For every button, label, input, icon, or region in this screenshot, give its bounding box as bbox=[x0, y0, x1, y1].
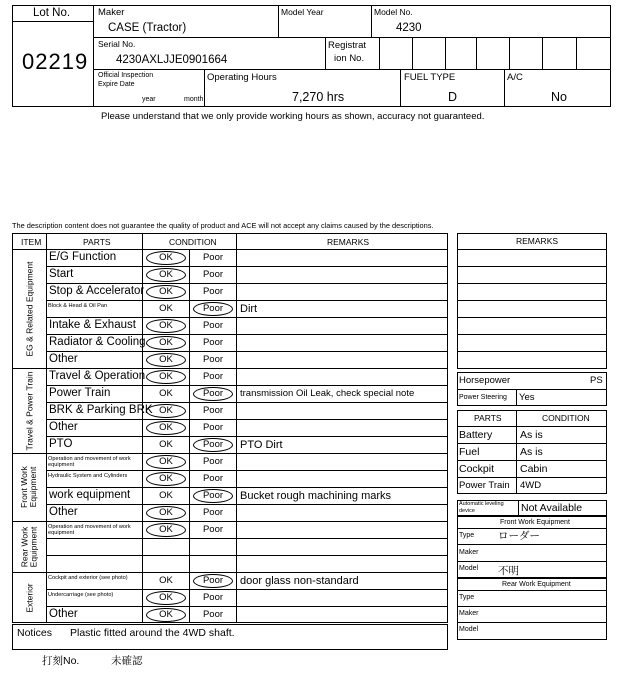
item-group-label: Rear Work Equipment bbox=[19, 526, 38, 567]
remark-text: PTO Dirt bbox=[240, 439, 283, 451]
condition-poor[interactable]: Poor bbox=[202, 388, 224, 399]
divider bbox=[46, 487, 448, 488]
item-header: ITEM bbox=[21, 237, 42, 247]
divider bbox=[46, 351, 448, 352]
condition-poor[interactable]: Poor bbox=[202, 405, 224, 416]
part-label: Undercarriage (see photo) bbox=[48, 592, 114, 598]
ok-circle-mark bbox=[146, 608, 186, 622]
power-train-label: Power Train bbox=[459, 480, 510, 491]
divider bbox=[278, 5, 279, 37]
horsepower-value: PS bbox=[590, 375, 603, 386]
part-label: Travel & Operation bbox=[49, 370, 146, 382]
front-type-label: Type bbox=[459, 532, 475, 539]
model-no-label: Model No. bbox=[374, 7, 413, 17]
notices-value: Plastic fitted around the 4WD shaft. bbox=[70, 627, 235, 639]
divider bbox=[457, 443, 607, 444]
divider bbox=[46, 538, 448, 539]
stamp-label: 打刻No. bbox=[42, 655, 80, 667]
remarks-header: REMARKS bbox=[327, 237, 370, 247]
condition-ok[interactable]: OK bbox=[159, 575, 173, 586]
rear-work-header: Rear Work Equipment bbox=[502, 581, 571, 588]
condition-poor[interactable]: Poor bbox=[202, 354, 224, 365]
divider bbox=[93, 37, 611, 38]
inspection-label: Expire Date bbox=[98, 81, 135, 88]
divider bbox=[46, 436, 448, 437]
item-group-label: EG & Related Equipment bbox=[23, 261, 34, 356]
divider bbox=[457, 266, 607, 267]
remark-text: door glass non-standard bbox=[240, 575, 359, 587]
condition-poor[interactable]: Poor bbox=[202, 507, 224, 518]
divider bbox=[457, 606, 607, 607]
part-label: Operation and movement of work equipment bbox=[48, 524, 131, 537]
poor-circle-mark bbox=[193, 438, 233, 452]
serial-label: Serial No. bbox=[98, 39, 136, 49]
divider bbox=[46, 470, 448, 471]
maker-label: Maker bbox=[98, 7, 125, 18]
condition-ok[interactable]: OK bbox=[159, 388, 173, 399]
divider bbox=[518, 500, 519, 516]
part-label: Other bbox=[49, 353, 78, 365]
ok-circle-mark bbox=[146, 336, 186, 350]
right-remarks-box bbox=[457, 233, 607, 369]
leveling-label: Automatic leveling bbox=[459, 501, 504, 507]
condition-ok[interactable]: OK bbox=[159, 371, 173, 382]
condition-poor[interactable]: Poor bbox=[202, 609, 224, 620]
divider bbox=[476, 37, 477, 69]
divider bbox=[457, 317, 607, 318]
lot-label: Lot No. bbox=[33, 7, 71, 19]
divider bbox=[46, 334, 448, 335]
ok-circle-mark bbox=[146, 268, 186, 282]
divider bbox=[46, 555, 448, 556]
parts-header: PARTS bbox=[474, 413, 502, 423]
item-group-label: Front Work Equipment bbox=[19, 466, 38, 508]
divider bbox=[457, 460, 607, 461]
condition-poor[interactable]: Poor bbox=[202, 320, 224, 331]
model-no-value: 4230 bbox=[396, 22, 422, 34]
part-label: Stop & Accelerator bbox=[49, 285, 145, 297]
notices-label: Notices bbox=[17, 627, 53, 639]
divider bbox=[457, 561, 607, 562]
ok-circle-mark bbox=[146, 421, 186, 435]
fuel-type-value: D bbox=[448, 90, 458, 104]
divider bbox=[46, 589, 448, 590]
ok-circle-mark bbox=[146, 319, 186, 333]
part-label: Power Train bbox=[49, 387, 111, 399]
condition-poor[interactable]: Poor bbox=[202, 252, 224, 263]
registration-label: Registrat bbox=[328, 40, 367, 51]
part-label: BRK & Parking BRK bbox=[49, 404, 153, 416]
condition-ok[interactable]: OK bbox=[159, 252, 173, 263]
stamp-value: 未確認 bbox=[111, 655, 143, 667]
divider bbox=[46, 402, 448, 403]
disclaimer: The description content does not guarantee the quality of product and ACE will not accept any claims caused by the descriptions. bbox=[12, 221, 434, 230]
power-train-value: 4WD bbox=[520, 480, 542, 491]
divider bbox=[457, 622, 607, 623]
rear-model-label: Model bbox=[459, 626, 479, 633]
rear-maker-label: Maker bbox=[459, 610, 479, 617]
part-label: Hydraulic System and Cylinders bbox=[48, 473, 128, 479]
ac-label: A/C bbox=[507, 72, 523, 83]
condition-poor[interactable]: Poor bbox=[202, 439, 224, 450]
divider bbox=[379, 37, 380, 69]
remark-text: Bucket rough machining marks bbox=[240, 490, 392, 502]
condition-ok[interactable]: OK bbox=[159, 405, 173, 416]
divider bbox=[457, 590, 607, 591]
item-group-label: Travel & Power Train bbox=[23, 370, 34, 451]
remark-text: Dirt bbox=[240, 303, 258, 315]
ok-circle-mark bbox=[146, 251, 186, 265]
fuel-value: As is bbox=[520, 446, 543, 458]
part-label: E/G Function bbox=[49, 251, 117, 263]
condition-poor[interactable]: Poor bbox=[202, 490, 224, 501]
divider bbox=[46, 266, 448, 267]
divider bbox=[457, 477, 607, 478]
remark-text: transmission Oil Leak, check special note bbox=[240, 388, 415, 399]
divider bbox=[457, 249, 607, 250]
part-label: Other bbox=[49, 421, 78, 433]
condition-poor[interactable]: Poor bbox=[202, 473, 224, 484]
condition-ok[interactable]: OK bbox=[159, 422, 173, 433]
divider bbox=[46, 606, 448, 607]
lot-number: 02219 bbox=[22, 49, 89, 74]
divider bbox=[93, 5, 94, 107]
condition-poor[interactable]: Poor bbox=[202, 337, 224, 348]
condition-header: CONDITION bbox=[169, 237, 217, 247]
divider bbox=[46, 385, 448, 386]
condition-ok[interactable]: OK bbox=[159, 507, 173, 518]
condition-poor[interactable]: Poor bbox=[202, 269, 224, 280]
ok-circle-mark bbox=[146, 506, 186, 520]
month-label: month bbox=[184, 96, 204, 103]
divider bbox=[445, 37, 446, 69]
divider bbox=[12, 572, 448, 573]
cockpit-value: Cabin bbox=[520, 463, 548, 475]
ok-circle-mark bbox=[146, 591, 186, 605]
ok-circle-mark bbox=[146, 370, 186, 384]
front-type-value: ローダー bbox=[498, 530, 540, 542]
divider bbox=[12, 368, 448, 369]
ok-circle-mark bbox=[146, 523, 186, 537]
rear-type-label: Type bbox=[459, 594, 475, 601]
divider bbox=[46, 317, 448, 318]
cockpit-label: Cockpit bbox=[459, 463, 495, 475]
part-label: Start bbox=[49, 268, 74, 280]
divider bbox=[371, 5, 372, 37]
part-label: Other bbox=[49, 608, 78, 620]
part-label: Operation and movement of work equipment bbox=[48, 456, 131, 469]
inspection-label: Official Inspection bbox=[98, 72, 154, 79]
horsepower-label: Horsepower bbox=[459, 375, 511, 386]
divider bbox=[457, 389, 607, 390]
front-model-label: Model bbox=[459, 565, 479, 572]
divider bbox=[46, 283, 448, 284]
divider bbox=[457, 426, 607, 427]
condition-ok[interactable]: OK bbox=[159, 269, 173, 280]
part-label: work equipment bbox=[49, 489, 131, 501]
condition-ok[interactable]: OK bbox=[159, 303, 173, 314]
divider bbox=[12, 453, 448, 454]
condition-poor[interactable]: Poor bbox=[202, 524, 224, 535]
serial-value: 4230AXLJJE0901664 bbox=[116, 54, 228, 66]
condition-ok[interactable]: OK bbox=[159, 439, 173, 450]
poor-circle-mark bbox=[193, 387, 233, 401]
item-group-label: Exterior bbox=[23, 582, 34, 613]
condition-ok[interactable]: OK bbox=[159, 320, 173, 331]
divider bbox=[412, 37, 413, 69]
condition-poor[interactable]: Poor bbox=[202, 303, 224, 314]
hours-label: Operating Hours bbox=[207, 72, 277, 83]
poor-circle-mark bbox=[193, 489, 233, 503]
leveling-label: device bbox=[459, 508, 475, 514]
divider bbox=[400, 69, 401, 107]
part-label: Radiator & Cooling bbox=[49, 336, 146, 348]
divider bbox=[325, 37, 326, 69]
part-label: Intake & Exhaust bbox=[49, 319, 136, 331]
ok-circle-mark bbox=[146, 455, 186, 469]
poor-circle-mark bbox=[193, 302, 233, 316]
front-model-value: 不明 bbox=[498, 565, 519, 577]
divider bbox=[457, 334, 607, 335]
right-remarks-header: REMARKS bbox=[516, 236, 559, 246]
condition-ok[interactable]: OK bbox=[159, 490, 173, 501]
hours-value: 7,270 hrs bbox=[292, 90, 345, 104]
battery-value: As is bbox=[520, 429, 543, 441]
registration-label: ion No. bbox=[334, 53, 365, 64]
ac-value: No bbox=[551, 90, 567, 104]
condition-poor[interactable]: Poor bbox=[202, 422, 224, 433]
part-label: PTO bbox=[49, 438, 73, 450]
leveling-value: Not Available bbox=[521, 502, 583, 514]
condition-poor[interactable]: Poor bbox=[202, 592, 224, 603]
condition-ok[interactable]: OK bbox=[159, 354, 173, 365]
divider bbox=[504, 69, 505, 107]
model-year-label: Model Year bbox=[281, 7, 324, 17]
divider bbox=[12, 21, 93, 22]
divider bbox=[516, 410, 517, 494]
fuel-label: Fuel bbox=[459, 446, 480, 458]
power-steering-label: Power Steering bbox=[459, 394, 507, 401]
fuel-type-label: FUEL TYPE bbox=[404, 72, 456, 83]
ok-circle-mark bbox=[146, 472, 186, 486]
maker-value: CASE (Tractor) bbox=[108, 22, 187, 34]
condition-header: CONDITION bbox=[542, 413, 590, 423]
condition-ok[interactable]: OK bbox=[159, 286, 173, 297]
divider bbox=[457, 283, 607, 284]
divider bbox=[576, 37, 577, 69]
divider bbox=[12, 249, 448, 250]
divider bbox=[93, 69, 611, 70]
divider bbox=[204, 69, 205, 107]
ok-circle-mark bbox=[146, 353, 186, 367]
year-label: year bbox=[142, 96, 156, 103]
part-label: Cockpit and exterior (see photo) bbox=[48, 575, 128, 581]
divider bbox=[509, 37, 510, 69]
divider bbox=[457, 351, 607, 352]
condition-ok[interactable]: OK bbox=[159, 456, 173, 467]
condition-poor[interactable]: Poor bbox=[202, 286, 224, 297]
divider bbox=[46, 300, 448, 301]
divider bbox=[457, 544, 607, 545]
parts-header: PARTS bbox=[83, 237, 111, 247]
divider bbox=[457, 528, 607, 529]
power-steering-value: Yes bbox=[519, 392, 535, 403]
front-maker-label: Maker bbox=[459, 549, 479, 556]
battery-label: Battery bbox=[459, 429, 493, 441]
condition-ok[interactable]: OK bbox=[159, 524, 173, 535]
divider bbox=[516, 389, 517, 406]
divider bbox=[46, 419, 448, 420]
divider bbox=[46, 233, 47, 623]
divider bbox=[542, 37, 543, 69]
condition-poor[interactable]: Poor bbox=[202, 371, 224, 382]
part-label: Block & Head & Oil Pan bbox=[48, 303, 108, 309]
condition-ok[interactable]: OK bbox=[159, 609, 173, 620]
ok-circle-mark bbox=[146, 285, 186, 299]
divider bbox=[46, 504, 448, 505]
divider bbox=[12, 521, 448, 522]
condition-poor[interactable]: Poor bbox=[202, 456, 224, 467]
front-work-header: Front Work Equipment bbox=[500, 519, 570, 526]
condition-poor[interactable]: Poor bbox=[202, 575, 224, 586]
condition-ok[interactable]: OK bbox=[159, 337, 173, 348]
condition-ok[interactable]: OK bbox=[159, 473, 173, 484]
ok-circle-mark bbox=[146, 404, 186, 418]
condition-ok[interactable]: OK bbox=[159, 592, 173, 603]
poor-circle-mark bbox=[193, 574, 233, 588]
divider bbox=[457, 300, 607, 301]
divider bbox=[236, 233, 237, 623]
part-label: Other bbox=[49, 506, 78, 518]
hours-note: Please understand that we only provide working hours as shown, accuracy not guaranteed. bbox=[101, 111, 485, 122]
